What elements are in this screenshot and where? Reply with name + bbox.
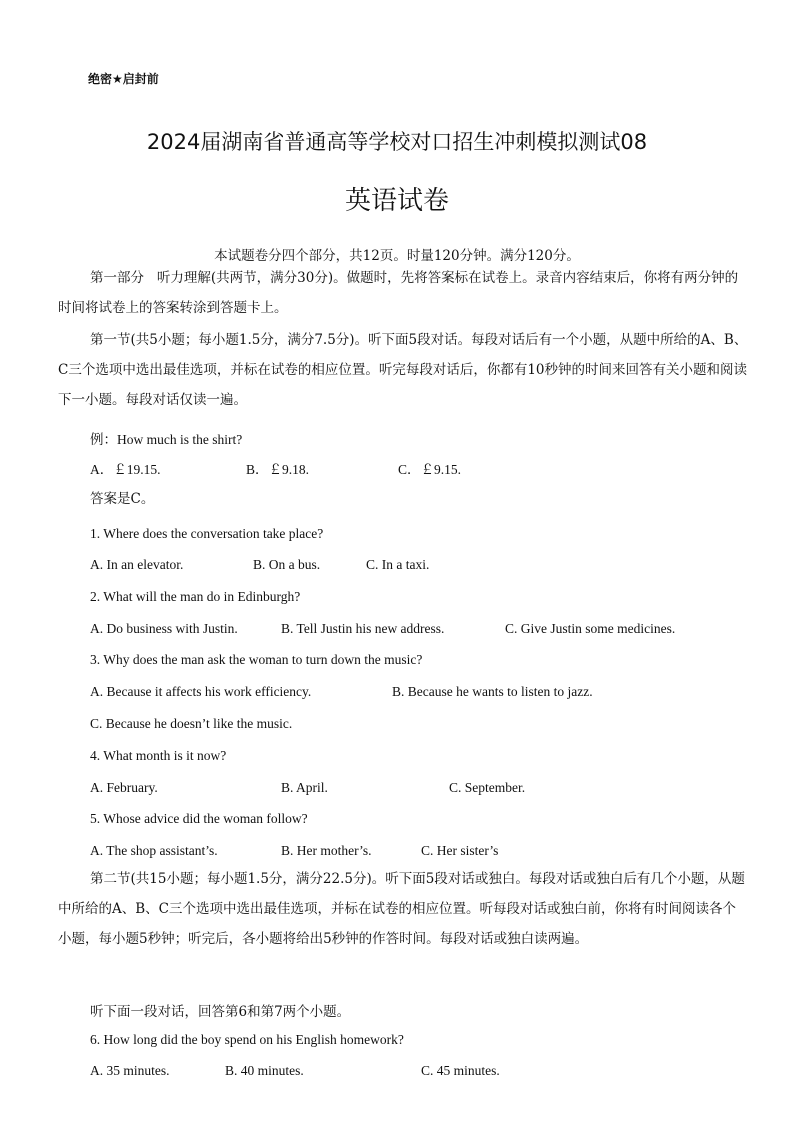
q3-option-a: A. Because it affects his work efficiency.: [90, 684, 312, 699]
q5-option-a: A. The shop assistant’s.: [90, 843, 218, 858]
part1-instructions: [58, 263, 748, 323]
part1-heading-title: 听力理解: [156, 270, 211, 286]
section1-heading: 第一节: [90, 332, 131, 348]
part1-instructions-text: 。做题时，先将答案标在试卷上。录音内容结束后，你将有两分钟的时间将试卷上的答案转涂到答题卡上。: [58, 270, 739, 316]
example-answer: 答案是C。: [90, 491, 155, 507]
section1-note: (共5小题；每小题1.5分，满分7.5分): [130, 332, 355, 348]
section2-note: (共15小题；每小题1.5分，满分22.5分): [130, 871, 372, 887]
part1-heading-note: (共两节，满分30分): [210, 270, 334, 286]
section1-instructions-text: 。听下面5段对话。每段对话后有一个小题，从题中所给的A、B、C三个选项中选出最佳选项，并标在试卷的相应位置。听完每段对话后，你都有10秒钟的时间来回答有关小题和阅读下一小题。每段对话仅读一遍。: [58, 332, 748, 408]
q2-option-a: A. Do business with Justin.: [90, 621, 238, 636]
section2-instructions-text: 。听下面5段对话或独白。每段对话或独白后有几个小题，从题中所给的A、B、C三个选项中选出最佳选项，并标在试卷的相应位置。听每段对话或独白前，你将有时间阅读各个小题，每小题5秒钟；听完后，各小题将给出5秒钟的作答时间。每段对话或独白读两遍。: [58, 871, 745, 947]
section2-heading: 第二节: [90, 871, 131, 887]
q1-option-c: C. In a taxi.: [366, 557, 430, 572]
part1-heading: 第一部分: [90, 270, 144, 286]
question-2: 2. What will the man do in Edinburgh?: [90, 589, 301, 604]
q6-option-b: B. 40 minutes.: [225, 1063, 304, 1078]
exam-meta: 本试题卷分四个部分，共12页。时量120分钟。满分120分。: [214, 248, 580, 264]
q1-option-b: B. On a bus.: [253, 557, 321, 572]
confidential-label: 绝密★启封前: [88, 72, 159, 86]
question-6: 6. How long did the boy spend on his English homework?: [90, 1032, 404, 1047]
q3-option-b: B. Because he wants to listen to jazz.: [392, 684, 593, 699]
q4-option-c: C. September.: [449, 780, 526, 795]
example-option-c: C．￡9.15.: [398, 462, 462, 477]
example-question: 例：How much is the shirt?: [90, 432, 243, 447]
question-4: 4. What month is it now?: [90, 748, 227, 763]
q4-option-b: B. April.: [281, 780, 328, 795]
q3-option-c: C. Because he doesn’t like the music.: [90, 716, 293, 731]
q6-option-a: A. 35 minutes.: [90, 1063, 170, 1078]
q6-option-c: C. 45 minutes.: [421, 1063, 500, 1078]
exam-title: 2024届湖南省普通高等学校对口招生冲刺模拟测试08: [146, 130, 648, 154]
q2-option-c: C. Give Justin some medicines.: [505, 621, 676, 636]
q1-option-a: A. In an elevator.: [90, 557, 184, 572]
question-1: 1. Where does the conversation take place?: [90, 526, 324, 541]
q2-option-b: B. Tell Justin his new address.: [281, 621, 445, 636]
q4-option-a: A. February.: [90, 780, 158, 795]
question-5: 5. Whose advice did the woman follow?: [90, 811, 308, 826]
section1-instructions: [58, 325, 748, 415]
section2-instructions: [58, 864, 748, 954]
group-prompt: 听下面一段对话，回答第6和第7两个小题。: [90, 1004, 351, 1020]
q5-option-b: B. Her mother’s.: [281, 843, 372, 858]
question-3: 3. Why does the man ask the woman to turn down the music?: [90, 652, 423, 667]
example-option-b: B．￡9.18.: [246, 462, 310, 477]
q5-option-c: C. Her sister’s: [421, 843, 499, 858]
subject-title: 英语试卷: [344, 186, 449, 216]
example-option-a: A．￡19.15.: [90, 462, 161, 477]
